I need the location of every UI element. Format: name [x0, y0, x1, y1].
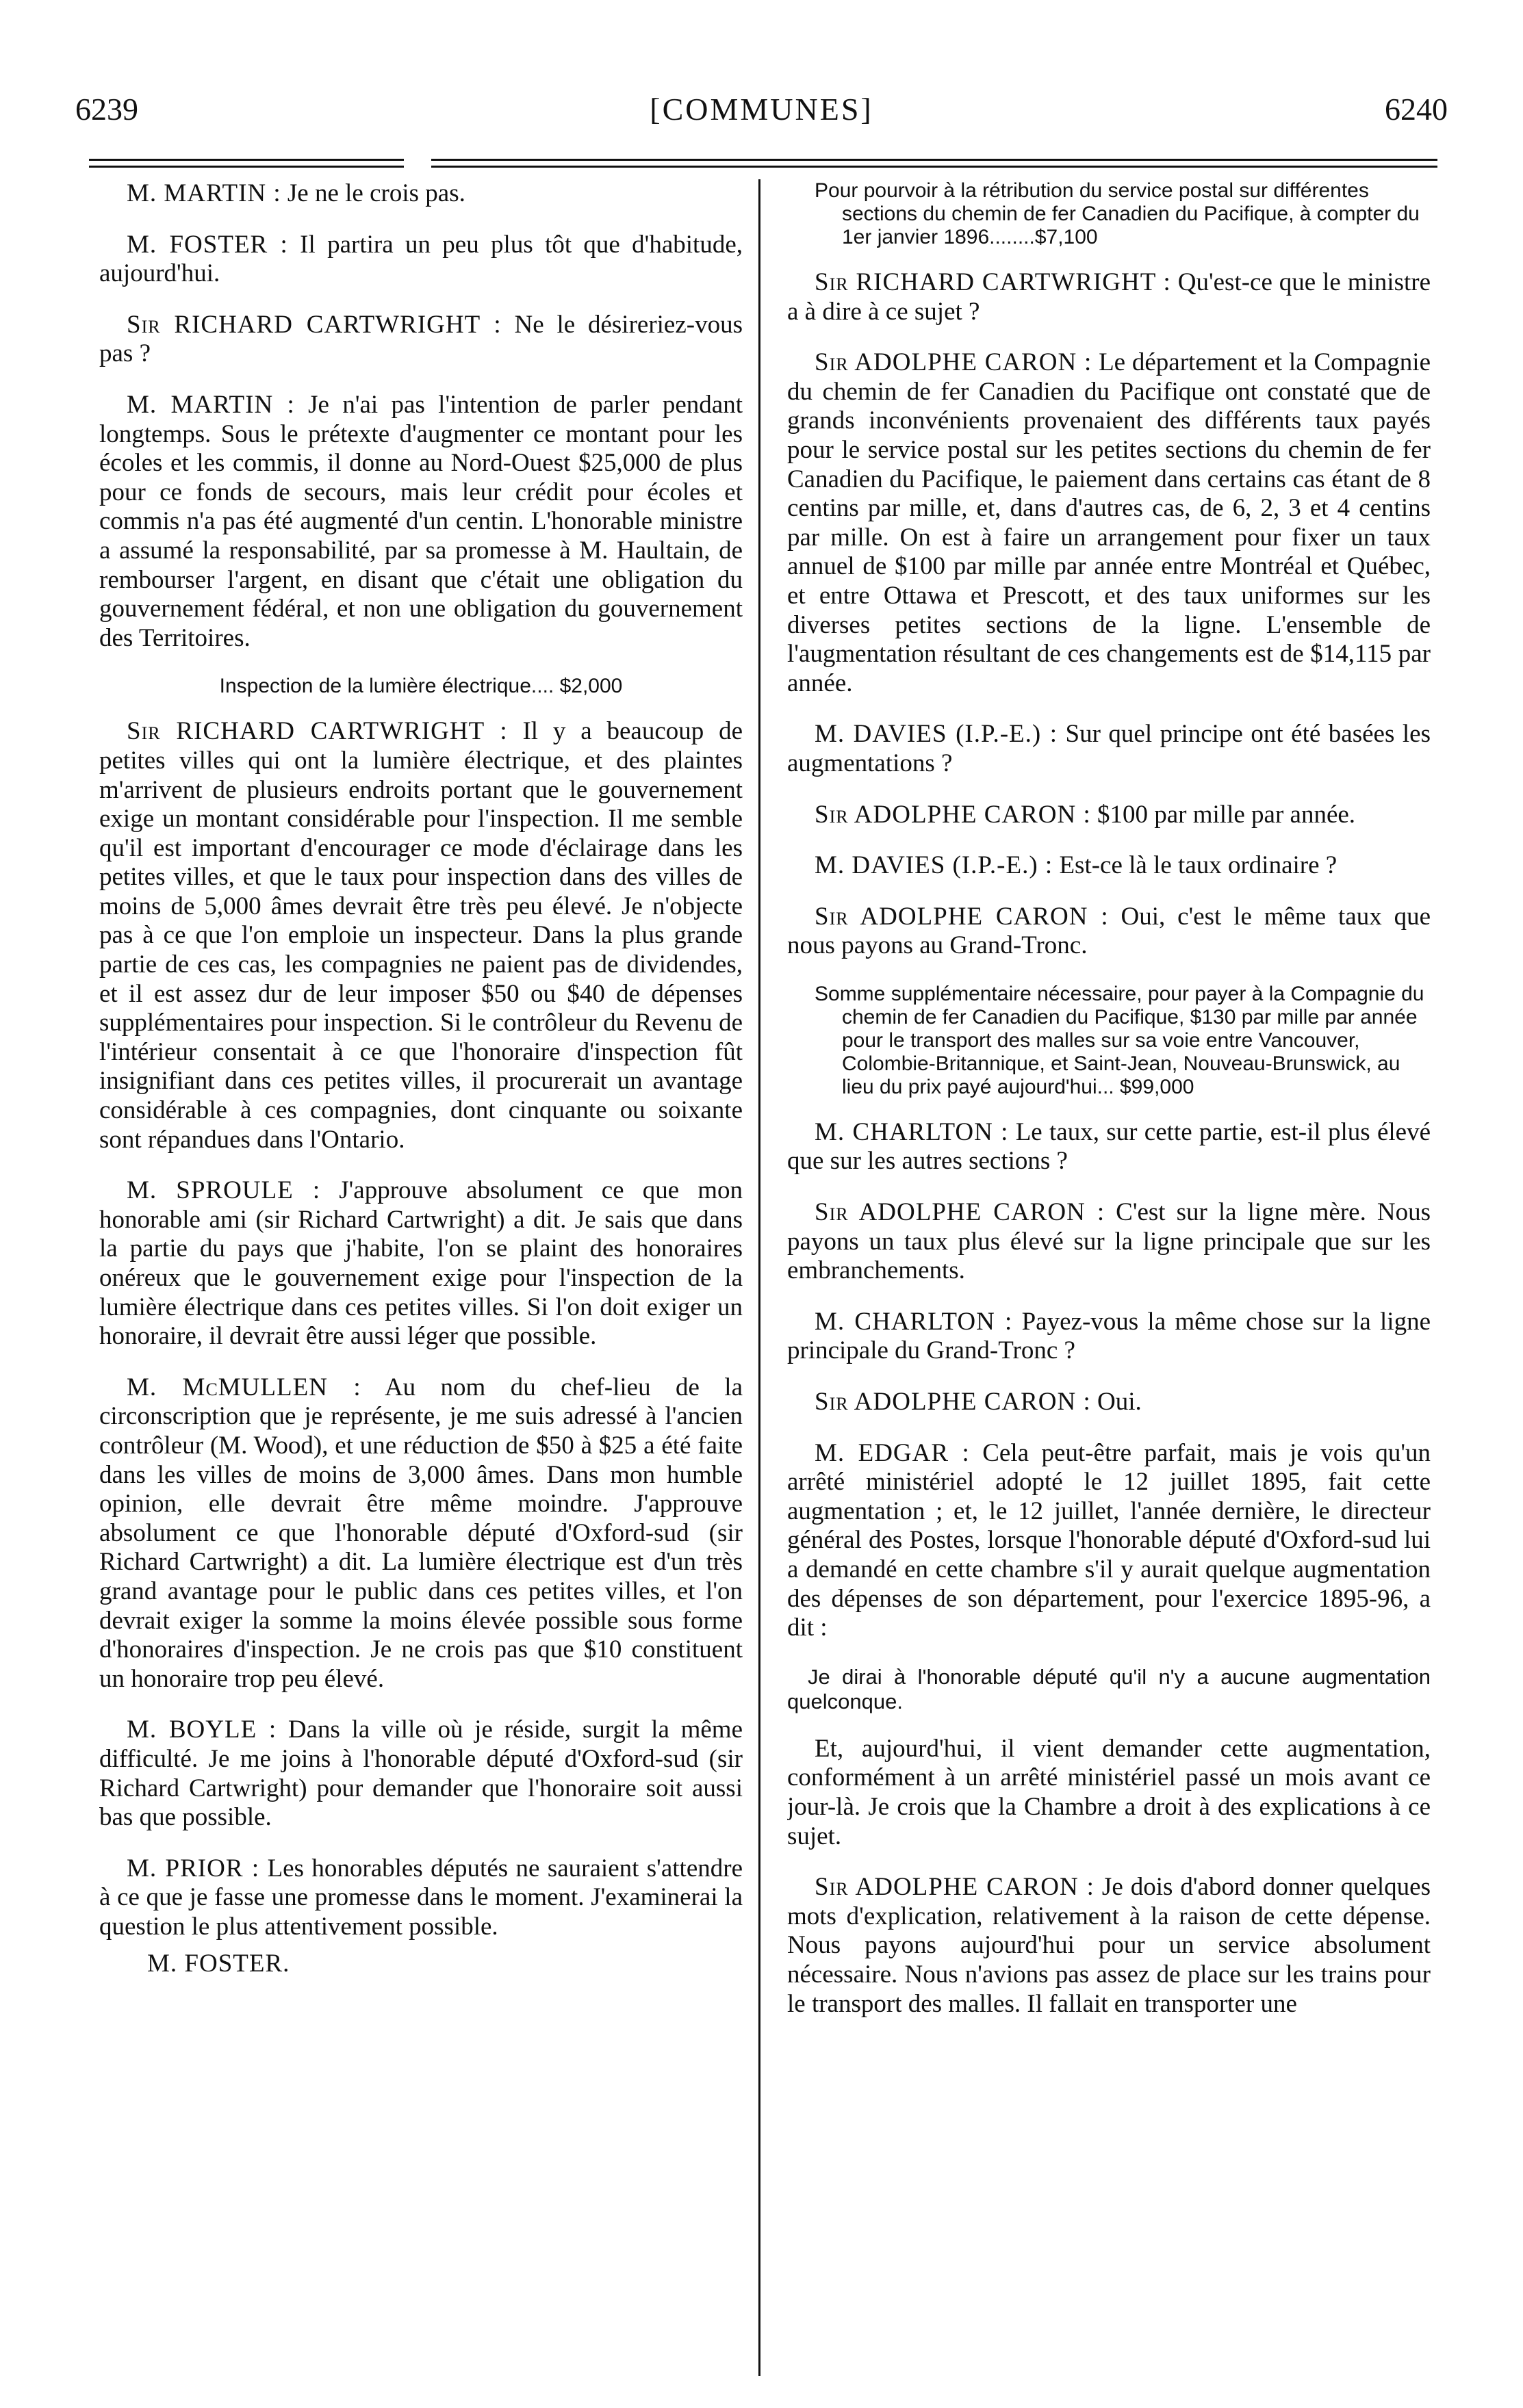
- speech-text: Dans la ville où je réside, surgit la même difficulté. Je me joins à l'honorable député d'Oxford-sud (sir Richard Cartwright) pour demander que l'honoraire soit aussi bas que possible.: [99, 1716, 743, 1832]
- speaker-name: M. EDGAR :: [815, 1438, 970, 1467]
- speech-text: Je dois d'abord donner quelques mots d'explication, relativement à la raison de cette dépense. Nous payons aujourd'hui pour un service absolument nécessaire. Nous n'avions pas assez de place sur les trains pour le transport des malles. Il fallait en transporter une: [787, 1873, 1431, 2018]
- speaker-name: M. MARTIN :: [127, 179, 281, 207]
- paragraph: [99, 717, 743, 1154]
- speaker-name: M. DAVIES (I.P.-E.) :: [815, 720, 1058, 749]
- speech-text: Est-ce là le taux ordinaire ?: [1053, 851, 1338, 880]
- estimate-item: [787, 983, 1431, 1099]
- speech-text: Oui, c'est le même taux que nous payons au Grand-Tronc.: [787, 902, 1431, 960]
- speaker-name: Sir ADOLPHE CARON :: [815, 348, 1092, 377]
- paragraph: [787, 1118, 1431, 1176]
- paragraph: [787, 1308, 1431, 1366]
- speaker-name: Sir ADOLPHE CARON :: [815, 1873, 1095, 1902]
- paragraph: [787, 1388, 1431, 1417]
- header-rule-left-top: [89, 159, 404, 161]
- paragraph: [99, 391, 743, 653]
- speech-text: Je n'ai pas l'intention de parler pendant longtemps. Sous le prétexte d'augmenter ce montant pour les écoles et les commis, il donne au Nord-Ouest $25,000 de plus pour ce fonds de secours, mais leur crédit pour écoles et commis n'a pas été augmenté d'un centin. L'honorable ministre a assumé la responsabilité, par sa promesse à M. Haultain, de rembourser l'argent, en disant que c'était une obligation du gouvernement fédéral, et non une obligation du gouvernement des Territoires.: [99, 390, 743, 652]
- paragraph: [787, 720, 1431, 778]
- speech-text: C'est sur la ligne mère. Nous payons un taux plus élevé sur la ligne principale que sur les embranchements.: [787, 1198, 1431, 1285]
- speaker-name: Sir RICHARD CARTWRIGHT :: [127, 310, 502, 339]
- paragraph: [787, 1198, 1431, 1286]
- speech-text: Sur quel principe ont été basées les augmentations ?: [787, 720, 1431, 777]
- paragraph: [787, 268, 1431, 326]
- signature-name: M. FOSTER.: [147, 1950, 290, 1978]
- page-header: [75, 89, 1448, 130]
- paragraph: [99, 311, 743, 369]
- speech-text: Le département et la Compagnie du chemin de fer Canadien du Pacifique ont constaté que de grands inconvénients provenaient des différents taux payés pour le service postal sur les petites sections du chemin de fer Canadien du Pacifique, le paiement dans certains cas étant de 8 centins par mille, et, dans d'autres cas, de 6, 2, 3 et 4 centins par mille. On est à faire un arrangement pour fixer un taux annuel de $100 par mille par année entre Montréal et Québec, et entre Ottawa et Prescott, et des taux uniformes sur les diverses petites sections de la ligne. L'ensemble de l'augmentation résultant de ces changements est de $14,115 par année.: [787, 348, 1431, 697]
- signature: [147, 1950, 743, 1978]
- paragraph: [787, 801, 1431, 830]
- speech-text: Cela peut-être parfait, mais je vois qu'un arrêté ministériel adopté le 12 juillet 1895, fait cette augmentation ; et, le 12 juillet, l'année dernière, le directeur général des Postes, lorsque l'honorable député d'Oxford-sud lui a demandé en cette chambre s'il y aurait quelque augmentation des dépenses de son département, pour l'exercice 1895-96, a dit :: [787, 1438, 1431, 1642]
- speech-text: Il partira un peu plus tôt que d'habitude, aujourd'hui.: [99, 230, 743, 288]
- paragraph: [787, 348, 1431, 698]
- speaker-name: M. MARTIN :: [127, 390, 295, 419]
- speaker-name: M. McMULLEN :: [127, 1373, 361, 1401]
- estimate-item: [787, 179, 1431, 249]
- speech-text: Il y a beaucoup de petites villes qui ont la lumière électrique, et des plaintes m'arrivent de plusieurs endroits portant que le gouvernement exige un montant considérable pour l'inspection. Il me semble qu'il est important d'encourager ce mode d'éclairage dans les petites villes, et que le taux pour inspection dans des villes de moins de 5,000 âmes devrait être très peu élevé. Je n'objecte pas à ce que l'on emploie un inspecteur. Dans la plus grande partie de ces cas, les compagnies ne paient pas de dividendes, et il est assez dur de leur imposer $50 ou $40 de dépenses supplémentaires pour inspection. Si le contrôleur du Revenu de l'intérieur consentait à ce que l'honoraire d'inspection fût insignifiant dans ces petites villes, il procurerait un avantage considérable à ces compagnies, dont cinquante ou soixante sont répandues dans l'Ontario.: [99, 717, 743, 1154]
- speech-text: Je ne le crois pas.: [281, 179, 465, 207]
- page-number-right: 6240: [1385, 92, 1448, 127]
- speaker-name: M. CHARLTON :: [815, 1307, 1013, 1336]
- left-column: [99, 179, 743, 2386]
- paragraph: [99, 1176, 743, 1351]
- paragraph: [99, 231, 743, 289]
- paragraph: [99, 1716, 743, 1832]
- speech-text: Oui.: [1090, 1388, 1142, 1416]
- header-rule-left-bottom: [89, 166, 404, 168]
- estimate-amount: $2,000: [559, 675, 623, 698]
- paragraph: [787, 903, 1431, 961]
- estimate-amount: $7,100: [1034, 226, 1098, 248]
- estimate-item: [99, 675, 743, 698]
- paragraph: [787, 851, 1431, 881]
- speaker-name: M. PRIOR :: [127, 1854, 260, 1882]
- speaker-name: Sir ADOLPHE CARON :: [815, 1388, 1091, 1416]
- speaker-name: Sir RICHARD CARTWRIGHT :: [815, 268, 1171, 296]
- speech-text: J'approuve absolument ce que mon honorable ami (sir Richard Cartwright) a dit. Je sais que dans la partie du pays que j'habite, l'on se plaint des honoraires onéreux que le gouvernement exige pour l'inspection de la lumière électrique dans ces petites villes. Si l'on doit exiger un honoraire, il devrait être aussi léger que possible.: [99, 1176, 743, 1351]
- speaker-name: Sir ADOLPHE CARON :: [815, 902, 1109, 931]
- speaker-name: Sir ADOLPHE CARON :: [815, 800, 1091, 829]
- estimate-label: Pour pourvoir à la rétribution du service postal sur différentes sections du chemin de fer Canadien du Pacifique, à compter du 1er janvier 1896........: [815, 179, 1420, 248]
- header-rule-right-bottom: [431, 166, 1437, 168]
- speaker-name: M. FOSTER :: [127, 230, 288, 259]
- speech-text: $100 par mille par année.: [1090, 800, 1356, 829]
- paragraph: [99, 1854, 743, 1942]
- right-column: [787, 179, 1431, 2386]
- column-divider: [758, 179, 760, 2376]
- paragraph: [99, 1373, 743, 1694]
- speaker-name: M. SPROULE :: [127, 1176, 321, 1205]
- speaker-name: M. BOYLE :: [127, 1716, 277, 1744]
- paragraph: [787, 1439, 1431, 1643]
- speech-text: Au nom du chef-lieu de la circonscription que je représente, je me suis adressé à l'ancien contrôleur (M. Wood), et une réduction de $50 à $25 a été faite dans les villes de moins de 3,000 âmes. Dans mon humble opinion, elle devrait être même moindre. J'approuve absolument ce que l'honorable député d'Oxford-sud (sir Richard Cartwright) a dit. La lumière électrique est d'un très grand avantage pour le public dans ces petites villes, et l'on devrait exiger la somme la moins élevée possible sous forme d'honoraires d'inspection. Je ne crois pas que $10 constituent un honoraire trop peu élevé.: [99, 1373, 743, 1693]
- speech-text: Ne le désireriez-vous pas ?: [99, 310, 743, 368]
- speech-text: Payez-vous la même chose sur la ligne principale du Grand-Tronc ?: [787, 1307, 1431, 1365]
- estimate-label: Inspection de la lumière électrique....: [219, 675, 554, 698]
- page-number-left: 6239: [75, 92, 138, 127]
- paragraph: [787, 1735, 1431, 1851]
- paragraph: [99, 179, 743, 209]
- speaker-name: M. CHARLTON :: [815, 1117, 1009, 1146]
- speaker-name: M. DAVIES (I.P.-E.) :: [815, 851, 1053, 880]
- estimate-label: Somme supplémentaire nécessaire, pour payer à la Compagnie du chemin de fer Canadien du Pacifique, $130 par mille par année pour le transport des malles sur sa voie entre Vancouver, Colombie-Britannique, et Saint-Jean, Nouveau-Brunswick, au lieu du prix payé aujourd'hui...: [815, 982, 1424, 1098]
- header-rule-right-top: [431, 159, 1437, 161]
- speech-text: Et, aujourd'hui, il vient demander cette augmentation, conformément à un arrêté ministériel passé un mois avant ce jour-là. Je crois que la Chambre a droit à des explications à ce sujet.: [787, 1734, 1431, 1850]
- speaker-name: Sir RICHARD CARTWRIGHT :: [127, 717, 508, 746]
- estimate-amount: $99,000: [1120, 1075, 1194, 1098]
- speech-text: Qu'est-ce que le ministre a à dire à ce sujet ?: [787, 268, 1431, 326]
- paragraph: [787, 1873, 1431, 2019]
- running-title: [COMMUNES]: [650, 92, 873, 127]
- speaker-name: Sir ADOLPHE CARON :: [815, 1198, 1105, 1227]
- speech-text: Les honorables députés ne sauraient s'attendre à ce que je fasse une promesse dans le moment. J'examinerai la question le plus attentivement possible.: [99, 1854, 743, 1941]
- speech-text: Le taux, sur cette partie, est-il plus élevé que sur les autres sections ?: [787, 1117, 1431, 1176]
- quoted-statement: Je dirai à l'honorable député qu'il n'y a aucune augmentation quelconque.: [787, 1664, 1431, 1713]
